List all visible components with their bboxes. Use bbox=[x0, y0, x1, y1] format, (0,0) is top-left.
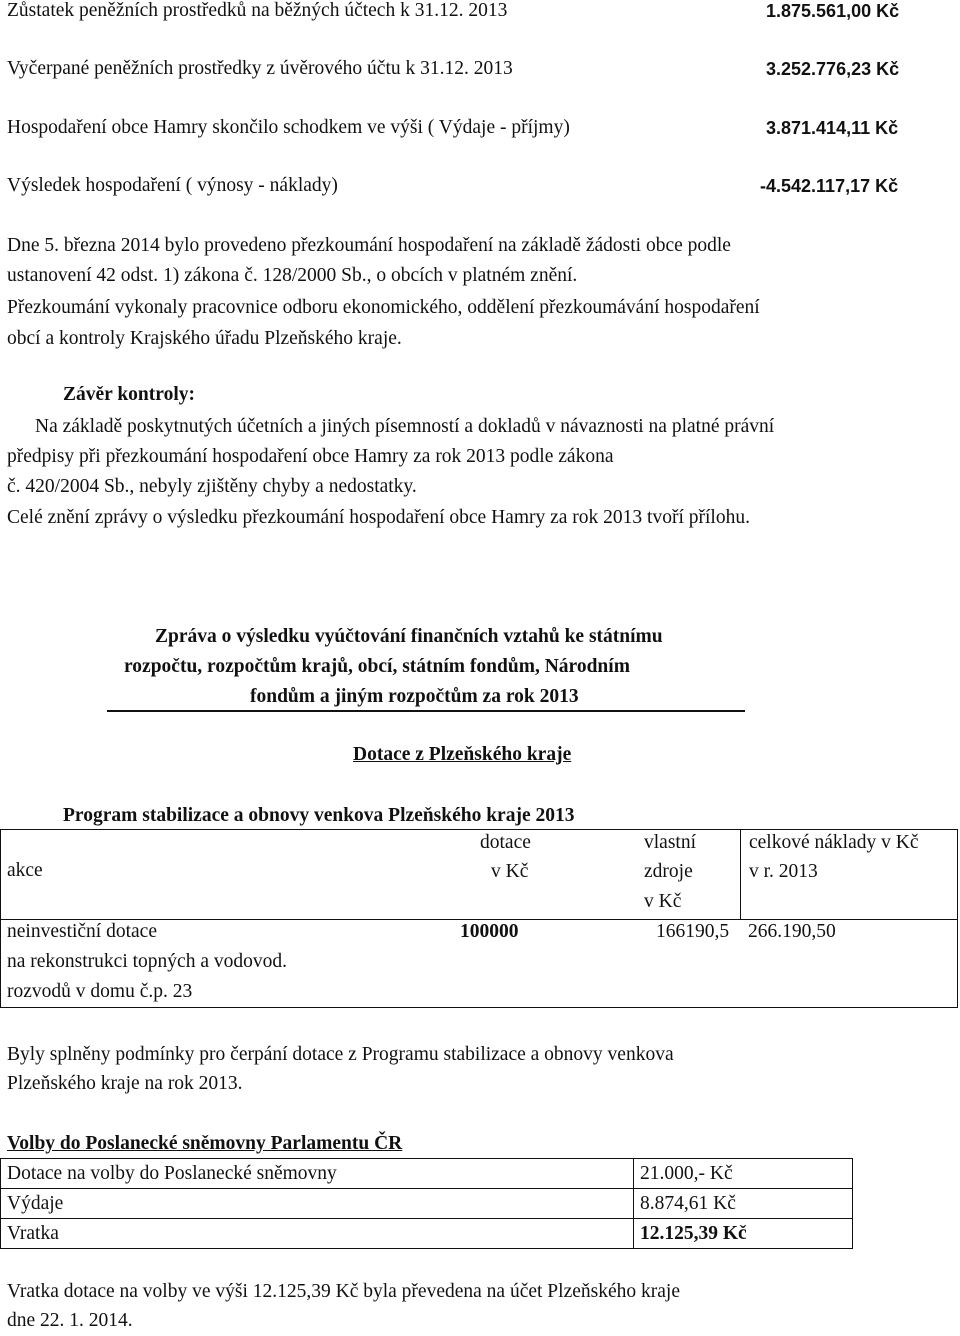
elections-note-2: dne 22. 1. 2014. bbox=[7, 1310, 133, 1331]
conclusion-line-2: předpisy při přezkoumání hospodaření obce Hamry za rok 2013 podle zákona bbox=[7, 446, 614, 467]
elections-value-refund: 12.125,39 Kč bbox=[634, 1219, 853, 1249]
review-line-2: ustanovení 42 odst. 1) zákona č. 128/2000 Sb., o obcích v platném znění. bbox=[7, 265, 578, 286]
subsidy-heading: Dotace z Plzeňského kraje bbox=[353, 744, 572, 765]
program-row-celkove: 266.190,50 bbox=[748, 921, 836, 942]
table-row bbox=[1, 1189, 853, 1219]
report-title-line-1: Zpráva o výsledku vyúčtování finančních vztahů ke státnímu bbox=[155, 626, 663, 647]
program-note-2: Plzeňského kraje na rok 2013. bbox=[7, 1073, 243, 1094]
summary-label-result: Výsledek hospodaření ( výnosy - náklady) bbox=[7, 175, 338, 196]
elections-title: Volby do Poslanecké sněmovny Parlamentu ČR bbox=[7, 1133, 403, 1154]
summary-label-balance: Zůstatek peněžních prostředků na běžných účtech k 31.12. 2013 bbox=[7, 0, 508, 21]
report-title-line-2: rozpočtu, rozpočtům krajů, obcí, státním fondům, Národním bbox=[124, 656, 630, 677]
table-row bbox=[1, 1219, 853, 1249]
program-header-vlastni-1: vlastní bbox=[644, 832, 696, 853]
elections-label-subsidy: Dotace na volby do Poslanecké sněmovny bbox=[1, 1159, 634, 1189]
program-header-celkove-1: celkové náklady v Kč bbox=[749, 832, 919, 853]
program-header-dotace-2: v Kč bbox=[491, 861, 529, 882]
summary-label-deficit: Hospodaření obce Hamry skončilo schodkem ve výši ( Výdaje - příjmy) bbox=[7, 117, 570, 138]
program-header-vlastni-3: v Kč bbox=[644, 891, 682, 912]
elections-table bbox=[0, 1158, 853, 1249]
program-row-akce-3: rozvodů v domu č.p. 23 bbox=[7, 981, 193, 1002]
program-row-vlastni: 166190,5 bbox=[656, 921, 730, 942]
conclusion-heading: Závěr kontroly: bbox=[63, 384, 195, 405]
summary-value-balance: 1.875.561,00 Kč bbox=[766, 1, 900, 21]
program-header-dotace-1: dotace bbox=[480, 832, 531, 853]
conclusion-line-4: Celé znění zprávy o výsledku přezkoumání hospodaření obce Hamry za rok 2013 tvoří přílohu. bbox=[7, 507, 750, 528]
program-header-akce: akce bbox=[7, 860, 43, 881]
review-line-3: Přezkoumání vykonaly pracovnice odboru ekonomického, oddělení přezkoumávání hospodaření bbox=[7, 297, 760, 318]
elections-value-subsidy: 21.000,- Kč bbox=[634, 1159, 853, 1189]
elections-value-expenses: 8.874,61 Kč bbox=[634, 1189, 853, 1219]
elections-note-1: Vratka dotace na volby ve výši 12.125,39 Kč byla převedena na účet Plzeňského kraje bbox=[7, 1281, 680, 1302]
elections-label-refund: Vratka bbox=[1, 1219, 634, 1249]
report-title-line-3: fondům a jiným rozpočtům za rok 2013 bbox=[250, 686, 579, 707]
program-row-akce-2: na rekonstrukci topných a vodovod. bbox=[7, 951, 287, 972]
summary-label-credit: Vyčerpané peněžních prostředky z úvěrového účtu k 31.12. 2013 bbox=[7, 58, 513, 79]
conclusion-line-1: Na základě poskytnutých účetních a jiných písemností a dokladů v návaznosti na platné právní bbox=[35, 416, 775, 437]
table-row bbox=[1, 1159, 853, 1189]
summary-value-deficit: 3.871.414,11 Kč bbox=[766, 118, 899, 138]
review-line-4: obcí a kontroly Krajského úřadu Plzeňského kraje. bbox=[7, 328, 402, 349]
program-header-celkove-2: v r. 2013 bbox=[749, 861, 818, 882]
program-row-akce-1: neinvestiční dotace bbox=[7, 921, 157, 942]
summary-value-result: -4.542.117,17 Kč bbox=[760, 176, 899, 196]
conclusion-line-3: č. 420/2004 Sb., nebyly zjištěny chyby a nedostatky. bbox=[7, 476, 417, 497]
program-title: Program stabilizace a obnovy venkova Plzeňského kraje 2013 bbox=[63, 805, 575, 826]
summary-value-credit: 3.252.776,23 Kč bbox=[766, 59, 900, 79]
program-header-vlastni-2: zdroje bbox=[644, 861, 693, 882]
review-line-1: Dne 5. března 2014 bylo provedeno přezkoumání hospodaření na základě žádosti obce podle bbox=[7, 235, 731, 256]
elections-label-expenses: Výdaje bbox=[1, 1189, 634, 1219]
program-note-1: Byly splněny podmínky pro čerpání dotace z Programu stabilizace a obnovy venkova bbox=[7, 1044, 674, 1065]
report-title-underline bbox=[107, 710, 745, 712]
program-row-dotace: 100000 bbox=[460, 921, 519, 942]
